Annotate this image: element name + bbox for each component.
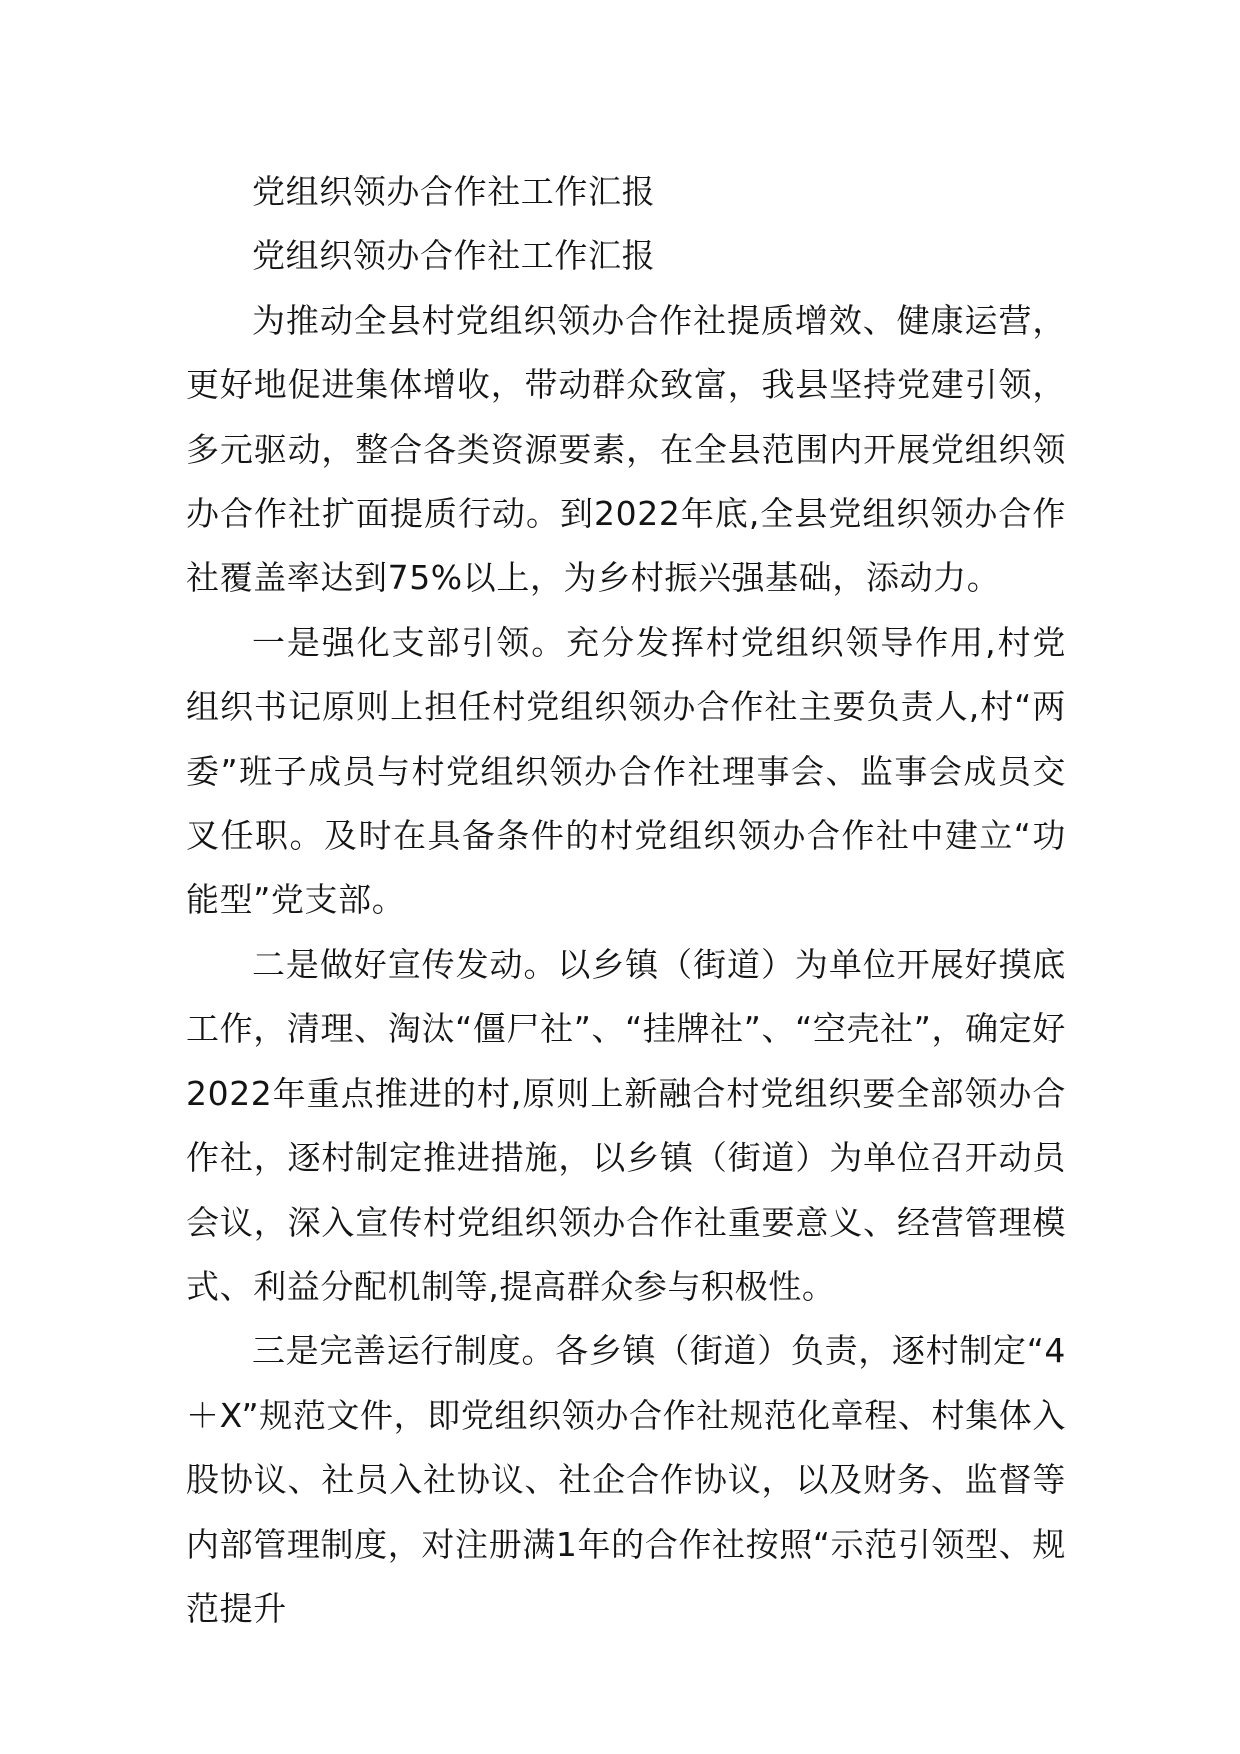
document-subtitle: 党组织领办合作社工作汇报	[252, 236, 656, 276]
document-body	[186, 160, 1066, 1641]
document-title: 党组织领办合作社工作汇报	[252, 172, 656, 211]
paragraph-operating-system: 三是完善运行制度。各乡镇（街道）负责，逐村制定“4＋X”规范文件，即党组织领办合作社规范化章程、村集体入股协议、社员入社协议、社企合作协议，以及财务、监督等内部管理制度，对注册满1年的合作社按照“示范引领型、规范提升	[186, 1331, 1066, 1628]
intro-paragraph: 为推动全县村党组织领办合作社提质增效、健康运营，更好地促进集体增收，带动群众致富，我县坚持党建引领，多元驱动，整合各类资源要素，在全县范围内开展党组织领办合作社扩面提质行动。到2022年底,全县党组织领办合作社覆盖率达到75%以上，为乡村振兴强基础，添动力。	[186, 300, 1066, 598]
paragraph-branch-leadership: 一是强化支部引领。充分发挥村党组织领导作用,村党组织书记原则上担任村党组织领办合作社主要负责人,村“两委”班子成员与村党组织领办合作社理事会、监事会成员交叉任职。及时在具备条件的村党组织领办合作社中建立“功能型”党支部。	[186, 622, 1066, 920]
paragraph-publicity-mobilization: 二是做好宣传发动。以乡镇（街道）为单位开展好摸底工作，清理、淘汰“僵尸社”、“挂牌社”、“空壳社”，确定好2022年重点推进的村,原则上新融合村党组织要全部领办合作社，逐村制定推进措施，以乡镇（街道）为单位召开动员会议，深入宣传村党组织领办合作社重要意义、经营管理模式、利益分配机制等,提高群众参与积极性。	[186, 944, 1066, 1306]
